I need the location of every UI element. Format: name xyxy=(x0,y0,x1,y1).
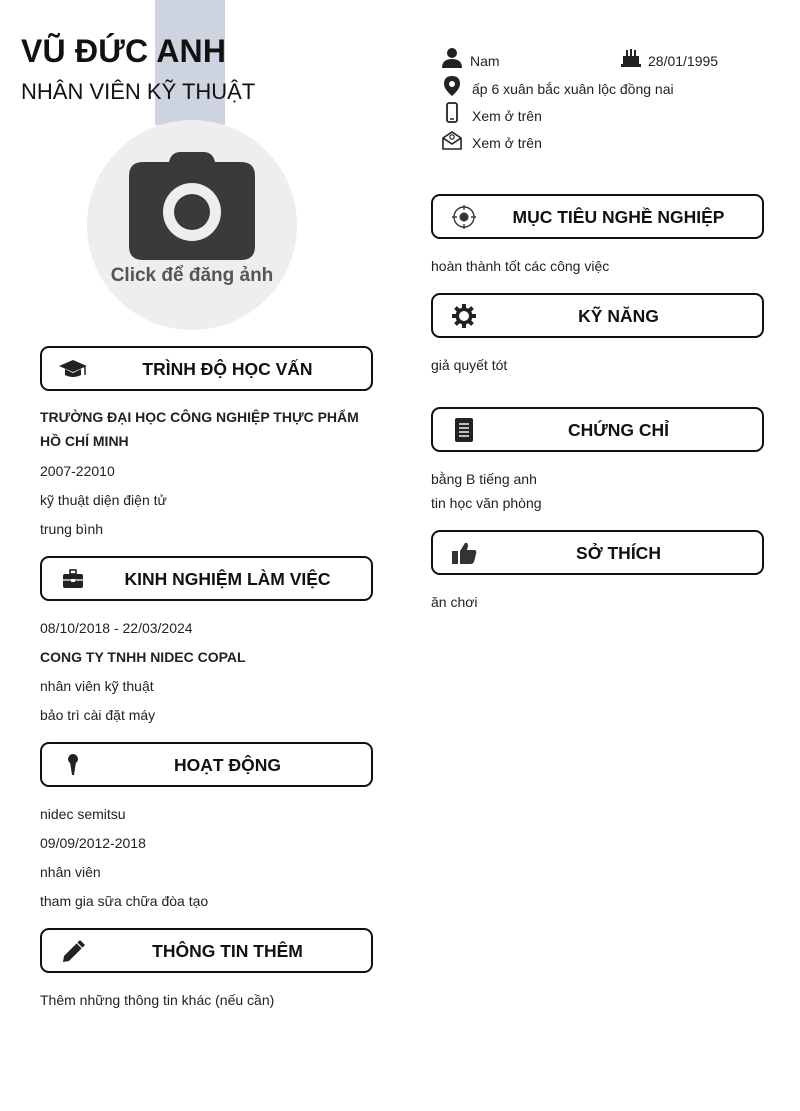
graduation-cap-icon xyxy=(58,357,88,381)
pencil-icon xyxy=(58,939,88,963)
section-header-activities[interactable] xyxy=(40,742,373,787)
activity-period[interactable]: 09/09/2012-2018 xyxy=(40,835,146,851)
hobbies-text[interactable]: ăn chơi xyxy=(431,594,478,610)
map-marker-icon xyxy=(58,753,88,777)
experience-position[interactable]: nhân viên kỹ thuật xyxy=(40,678,154,694)
candidate-job-title[interactable]: NHÂN VIÊN KỸ THUẬT xyxy=(21,79,256,104)
education-school[interactable]: TRƯỜNG ĐẠI HỌC CÔNG NGHIỆP THỰC PHẨM HỒ CHÍ MINH xyxy=(40,409,359,449)
section-title-certificates: CHỨNG CHỈ xyxy=(567,420,670,440)
experience-description[interactable]: bảo trì cài đặt máy xyxy=(40,707,156,723)
experience-company[interactable]: CONG TY TNHH NIDEC COPAL xyxy=(40,649,246,665)
target-icon xyxy=(449,205,479,229)
certificate-item[interactable]: bằng B tiếng anh xyxy=(431,471,537,487)
contact-address-text: ấp 6 xuân bắc xuân lộc đồng nai xyxy=(472,81,674,97)
gear-icon xyxy=(449,304,479,328)
certificate-item[interactable]: tin học văn phòng xyxy=(431,495,542,511)
experience-period[interactable]: 08/10/2018 - 22/03/2024 xyxy=(40,620,193,636)
mobile-phone-icon xyxy=(441,102,463,124)
birthday-cake-icon xyxy=(620,47,642,69)
section-title-skills: KỸ NĂNG xyxy=(578,306,659,326)
contact-phone-text: Xem ở trên xyxy=(472,108,542,124)
contact-gender-text: Nam xyxy=(470,53,500,69)
skills-text[interactable]: giả quyết tót xyxy=(431,357,508,373)
candidate-name[interactable]: VŨ ĐỨC ANH xyxy=(21,33,227,69)
user-icon xyxy=(441,47,463,69)
section-header-certificates[interactable] xyxy=(431,407,764,452)
education-major[interactable]: kỹ thuật diện điện tử xyxy=(40,492,167,508)
activity-organization[interactable]: nidec semitsu xyxy=(40,806,126,822)
photo-upload-caption: Click để đăng ảnh xyxy=(110,265,274,286)
section-title-education: TRÌNH ĐỘ HỌC VẤN xyxy=(142,359,313,379)
contact-email-text: Xem ở trên xyxy=(472,135,542,151)
section-header-skills[interactable] xyxy=(431,293,764,338)
section-header-more-info[interactable] xyxy=(40,928,373,973)
section-title-objective: MỤC TIÊU NGHỀ NGHIỆP xyxy=(512,207,725,227)
camera-icon xyxy=(129,150,255,260)
section-title-experience: KINH NGHIỆM LÀM VIỆC xyxy=(124,569,331,589)
section-header-objective[interactable] xyxy=(431,194,764,239)
contact-birthdate-text: 28/01/1995 xyxy=(648,53,719,69)
education-grade[interactable]: trung bình xyxy=(40,521,104,537)
section-title-activities: HOẠT ĐỘNG xyxy=(174,755,281,775)
section-header-hobbies[interactable] xyxy=(431,530,764,575)
thumbs-up-icon xyxy=(449,541,479,565)
photo-upload[interactable] xyxy=(87,120,297,330)
briefcase-icon xyxy=(58,567,88,591)
section-header-experience[interactable] xyxy=(40,556,373,601)
more-info-text[interactable]: Thêm những thông tin khác (nếu cần) xyxy=(40,992,275,1008)
section-title-more-info: THÔNG TIN THÊM xyxy=(152,941,303,961)
activity-role[interactable]: nhân viên xyxy=(40,864,101,880)
section-title-hobbies: SỞ THÍCH xyxy=(576,543,661,563)
objective-text[interactable]: hoàn thành tốt các công việc xyxy=(431,258,610,274)
envelope-icon xyxy=(441,129,463,151)
activity-description[interactable]: tham gia sữa chữa đòa tạo xyxy=(40,893,209,909)
document-list-icon xyxy=(449,418,479,442)
education-period[interactable]: 2007-22010 xyxy=(40,463,115,479)
section-header-education[interactable] xyxy=(40,346,373,391)
map-pin-icon xyxy=(441,75,463,97)
